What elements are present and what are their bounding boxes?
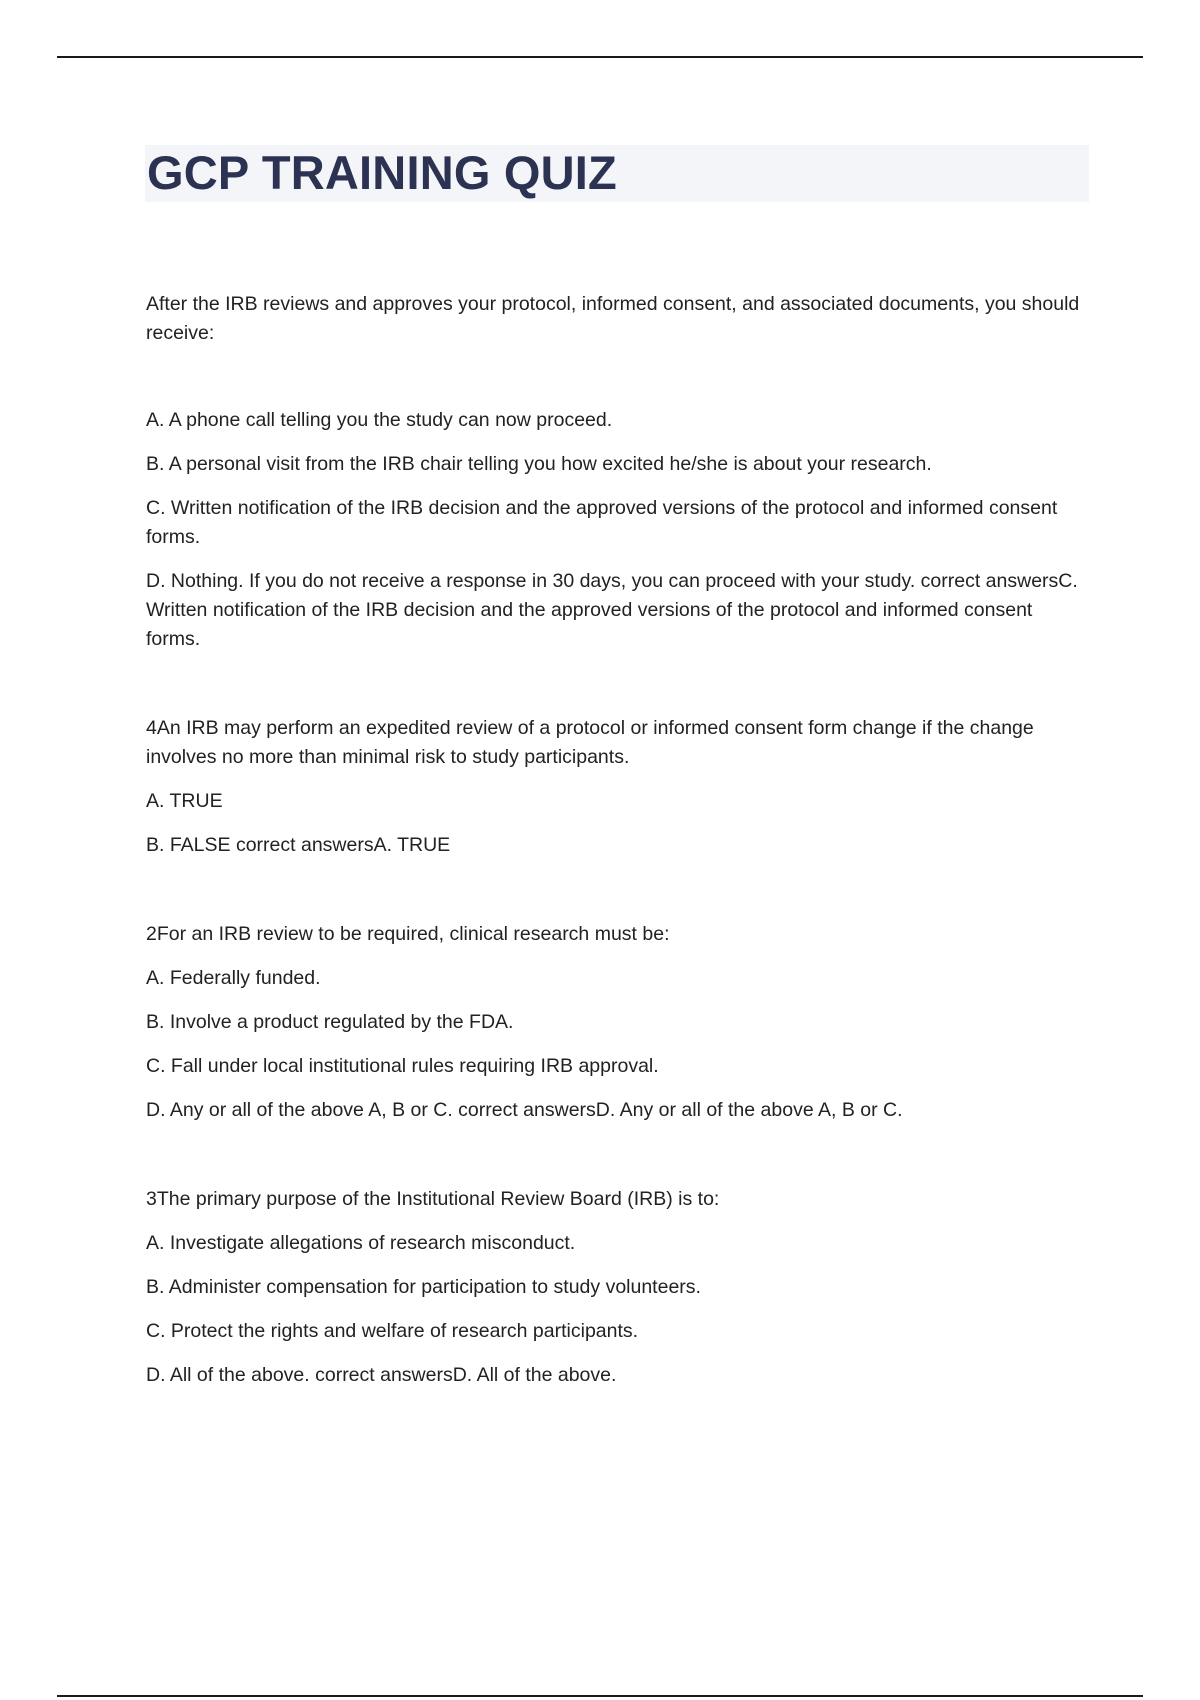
question-block: [146, 290, 1086, 654]
question-text: 3The primary purpose of the Institutional Review Board (IRB) is to:: [146, 1188, 720, 1210]
answer-option: A. A phone call telling you the study can now proceed.: [146, 409, 613, 431]
answer-option: C. Fall under local institutional rules requiring IRB approval.: [146, 1055, 659, 1077]
answer-option: A. Investigate allegations of research misconduct.: [146, 1232, 576, 1254]
answer-option: C. Written notification of the IRB decision and the approved versions of the protocol and informed consent forms.: [146, 497, 1058, 548]
answer-option: D. Any or all of the above A, B or C. correct answersD. Any or all of the above A, B or C.: [146, 1099, 903, 1121]
answer-option: A. TRUE: [146, 790, 223, 812]
answer-option: A. Federally funded.: [146, 967, 321, 989]
answer-option: B. Administer compensation for participation to study volunteers.: [146, 1276, 701, 1298]
bottom-divider: [57, 1695, 1143, 1697]
answer-option: B. Involve a product regulated by the FDA.: [146, 1011, 514, 1033]
answer-option: D. All of the above. correct answersD. All of the above.: [146, 1364, 617, 1386]
quiz-content: [146, 290, 1086, 1390]
question-block: [146, 714, 1086, 860]
answer-option: B. A personal visit from the IRB chair telling you how excited he/she is about your research.: [146, 453, 932, 475]
question-block: [146, 920, 1086, 1125]
question-block: [146, 1185, 1086, 1390]
page-title: GCP TRAINING QUIZ: [147, 146, 617, 199]
top-divider: [57, 56, 1143, 58]
answer-option: C. Protect the rights and welfare of research participants.: [146, 1320, 639, 1342]
answer-option: B. FALSE correct answersA. TRUE: [146, 834, 451, 856]
answer-option: D. Nothing. If you do not receive a response in 30 days, you can proceed with your study. correct answersC. Written notification of the IRB decision and the approved versions of the protocol and informed consent forms.: [146, 570, 1078, 650]
question-text: 2For an IRB review to be required, clinical research must be:: [146, 923, 670, 945]
question-text: After the IRB reviews and approves your protocol, informed consent, and associated documents, you should receive:: [146, 293, 1080, 344]
question-text: 4An IRB may perform an expedited review of a protocol or informed consent form change if the change involves no more than minimal risk to study participants.: [146, 717, 1034, 768]
